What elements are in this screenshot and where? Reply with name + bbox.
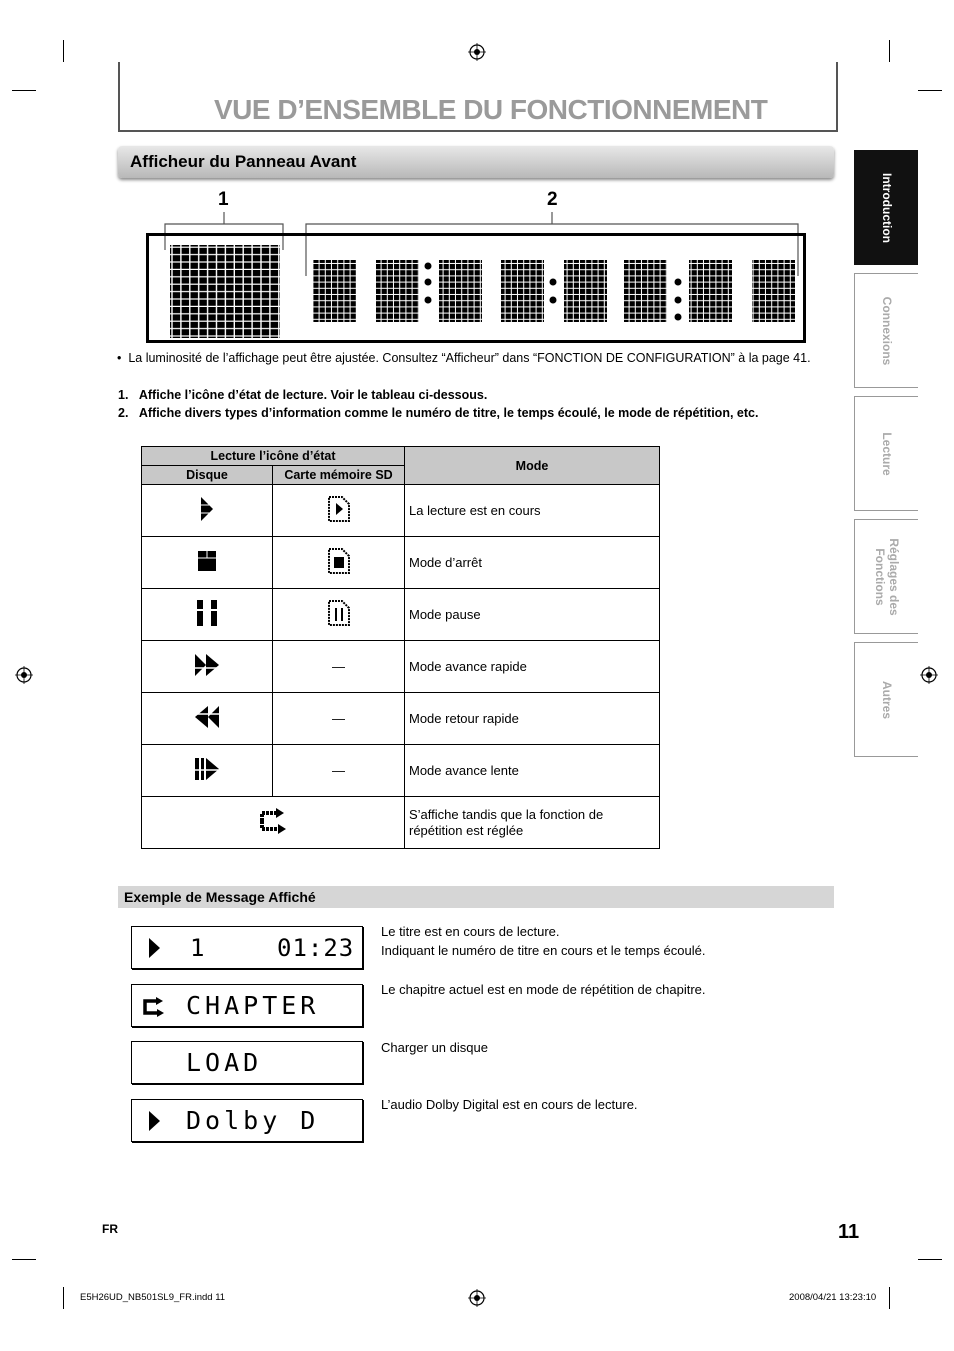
registration-mark-icon xyxy=(468,43,486,61)
digit-matrix xyxy=(624,260,667,322)
tab-connexions[interactable]: Connexions xyxy=(854,273,918,388)
footer-file: E5H26UD_NB501SL9_FR.indd 11 xyxy=(80,1292,226,1303)
table-row xyxy=(142,797,660,849)
display-text: CHAPTER xyxy=(186,991,320,1020)
stop-icon xyxy=(197,550,217,572)
fast-forward-icon xyxy=(193,652,221,678)
table-row xyxy=(142,589,660,641)
examples-title: Exemple de Message Affiché xyxy=(124,889,316,905)
digit-matrix xyxy=(564,260,607,322)
play-icon xyxy=(147,937,161,959)
play-icon xyxy=(199,496,215,522)
digit-matrix xyxy=(376,260,419,322)
table-row xyxy=(142,485,660,537)
fast-reverse-icon xyxy=(193,704,221,730)
mode-text: Mode avance rapide xyxy=(405,641,660,693)
mode-text: S’affiche tandis que la fonction de répétition est réglée xyxy=(405,797,660,849)
display-example-1 xyxy=(131,926,363,969)
digit-matrix xyxy=(501,260,544,322)
table-row xyxy=(142,641,660,693)
digit-matrix xyxy=(439,260,482,322)
registration-mark-icon xyxy=(468,1289,486,1307)
sd-pause-icon xyxy=(327,599,351,627)
language-label: FR xyxy=(102,1222,118,1236)
display-text: 1 xyxy=(190,934,211,962)
dot-matrix-display xyxy=(146,233,806,343)
tab-autres[interactable]: Autres xyxy=(854,642,918,757)
mode-text: Mode avance lente xyxy=(405,745,660,797)
digit-matrix xyxy=(313,260,356,322)
no-icon-dash: — xyxy=(273,693,405,745)
display-example-2 xyxy=(131,984,363,1027)
tab-introduction[interactable]: Introduction xyxy=(854,150,918,265)
display-time: 01:23 xyxy=(277,934,355,962)
status-icon-table xyxy=(141,446,660,849)
repeat-icon xyxy=(258,807,288,835)
page-number: 11 xyxy=(838,1221,860,1243)
display-example-4 xyxy=(131,1099,363,1142)
mode-text: Mode pause xyxy=(405,589,660,641)
slow-forward-icon xyxy=(193,756,221,782)
example-description: Charger un disque xyxy=(381,1040,488,1055)
no-icon-dash: — xyxy=(273,641,405,693)
list-item: 2. Affiche divers types d’information comme le numéro de titre, le temps écoulé, le mode de répétition, etc. xyxy=(118,406,759,420)
table-row xyxy=(142,745,660,797)
example-description: L’audio Dolby Digital est en cours de lecture. xyxy=(381,1097,638,1112)
example-description: Le titre est en cours de lecture. Indiquant le numéro de titre en cours et le temps écoulé. xyxy=(381,924,706,958)
digit-matrix xyxy=(752,260,795,322)
table-row xyxy=(142,537,660,589)
status-icon-matrix xyxy=(170,245,280,338)
list-item: 1. Affiche l’icône d’état de lecture. Voir le tableau ci-dessous. xyxy=(118,388,488,402)
table-header-group: Lecture l’icône d’état xyxy=(142,447,405,466)
pause-icon xyxy=(195,599,219,627)
display-example-3 xyxy=(131,1041,363,1084)
mode-text: Mode retour rapide xyxy=(405,693,660,745)
repeat-icon xyxy=(142,997,166,1017)
no-icon-dash: — xyxy=(273,745,405,797)
footer-timestamp: 2008/04/21 13:23:10 xyxy=(789,1292,877,1303)
digit-matrix xyxy=(689,260,732,322)
mode-text: Mode d’arrêt xyxy=(405,537,660,589)
table-header-mode: Mode xyxy=(405,447,660,485)
table-header-sd: Carte mémoire SD xyxy=(273,466,405,485)
display-text: Dolby D xyxy=(186,1106,320,1135)
callout-number-2: 2 xyxy=(547,189,558,210)
tab-reglages[interactable]: Réglages des Fonctions xyxy=(854,519,918,634)
mode-text: La lecture est en cours xyxy=(405,485,660,537)
registration-mark-icon xyxy=(920,666,938,684)
sd-stop-icon xyxy=(327,547,351,575)
display-text: LOAD xyxy=(186,1048,263,1077)
example-description: Le chapitre actuel est en mode de répétition de chapitre. xyxy=(381,982,706,997)
table-row xyxy=(142,693,660,745)
sd-play-icon xyxy=(327,495,351,523)
page-title: VUE D’ENSEMBLE DU FONCTIONNEMENT xyxy=(214,94,768,125)
brightness-note: • La luminosité de l’affichage peut être ajustée. Consultez “Afficheur” dans “FONCTION DE CONFIGURATION” à la page 41. xyxy=(117,351,811,365)
play-icon xyxy=(147,1110,161,1132)
table-header-disc: Disque xyxy=(142,466,273,485)
colon-dot xyxy=(425,263,432,270)
registration-mark-icon xyxy=(15,666,33,684)
callout-number-1: 1 xyxy=(218,189,229,210)
tab-lecture[interactable]: Lecture xyxy=(854,396,918,511)
section-title: Afficheur du Panneau Avant xyxy=(130,152,357,171)
